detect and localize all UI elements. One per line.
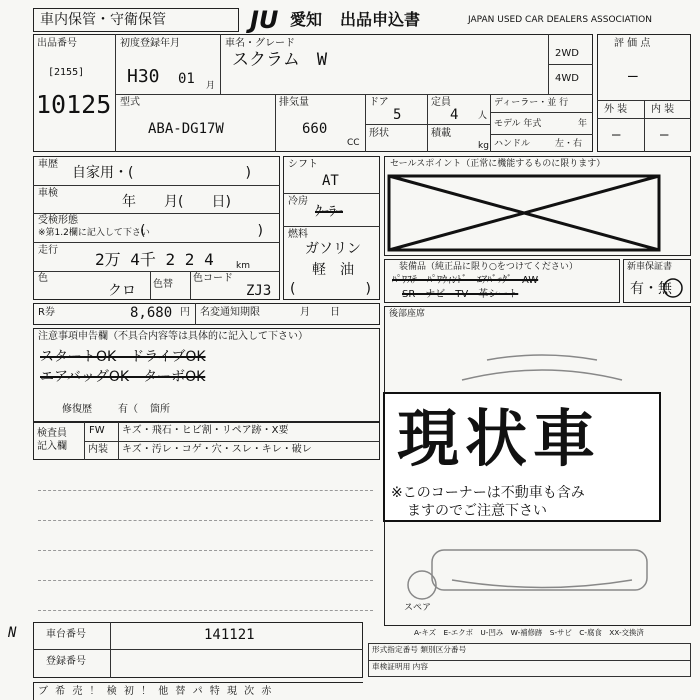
first-reg-month: 01 <box>178 71 195 87</box>
drive-2wd: 2WD <box>555 48 579 59</box>
reg-no-label: 登録番号 <box>46 656 86 667</box>
color-value: クロ <box>108 283 136 299</box>
model-year-mark: 年 <box>578 119 588 129</box>
displacement-label: 排気量 <box>279 97 309 108</box>
genjo-note-1: ※このコーナーは不動車も含み <box>391 485 585 501</box>
fuel-gasoline: ガソリン <box>305 241 361 257</box>
capacity-value: 4 <box>450 107 459 123</box>
storage-stamp-text: 車内保管・守衛保管 <box>40 12 166 28</box>
doors-value: 5 <box>393 107 402 123</box>
repair-history-place: 箇所 <box>150 404 170 415</box>
mileage-label: 走行 <box>38 245 58 256</box>
drive-4wd: 4WD <box>555 73 579 84</box>
shift-label: シフト <box>288 159 318 170</box>
color-change-label: 色替 <box>153 279 173 290</box>
car-name-value: スクラム W <box>232 50 328 70</box>
first-reg-month-mark: 月 <box>206 81 216 91</box>
name-change-label: 名変通知期限 <box>200 307 260 318</box>
lot-no-small: [2155] <box>48 67 85 78</box>
repair-history-label: 修復歴 <box>62 404 92 415</box>
first-reg-label: 初度登録年月 <box>120 38 180 49</box>
inspection-kind-note: ※第1.2欄に記入して下さい <box>38 228 150 238</box>
equipment-row2: SR ナビ TV 革シート <box>402 289 519 300</box>
handle-options: 左・右 <box>555 139 583 149</box>
note-line-2: エアバッグOK ターボOK <box>40 369 206 385</box>
equipment-row1: ﾊﾟﾜｽﾃ ﾊﾟﾜｳｨﾝﾄﾞ ｴｱﾊﾞｯｸﾞ AW <box>392 275 539 286</box>
inspection-kind-value: ( ) <box>140 223 263 239</box>
warranty-circle <box>662 277 684 299</box>
model-label: 型式 <box>120 97 140 108</box>
inspector-in: 内装 <box>88 444 108 455</box>
rear-seat-label: 後部座席 <box>389 309 426 319</box>
model-value: ABA-DG17W <box>148 121 224 137</box>
recycle-label: R券 <box>38 307 55 318</box>
score-label: 評 価 点 <box>614 38 651 49</box>
doors-label: ドア <box>369 97 389 108</box>
equipment-label: 装備品（純正品に限り○をつけてください） <box>399 262 578 272</box>
interior-value: — <box>660 127 669 143</box>
genjo-note-2: ますのでご注意下さい <box>407 503 547 519</box>
fuel-diesel: 軽 油 <box>312 262 354 278</box>
capacity-label: 定員 <box>431 97 451 108</box>
warranty-value: 有・無 <box>630 281 672 297</box>
inspector-in-text: キズ・汚レ・コゲ・穴・スレ・キレ・破レ <box>122 444 312 455</box>
aircon-value: ｸｰﾗｰ <box>315 204 343 220</box>
km-unit: km <box>236 261 250 271</box>
notes-label: 注意事項申告欄（不具合内容等は具体的に記入して下さい） <box>38 331 308 342</box>
lot-no-value: 10125 <box>36 90 112 119</box>
genjo-title: 現状車 <box>397 402 602 475</box>
fuel-other: ( ) <box>290 281 371 297</box>
handle-label: ハンドル <box>494 139 531 149</box>
type-cert-label: 形式指定番号 類別区分番号 <box>372 646 467 655</box>
margin-mark: N <box>8 625 17 641</box>
shift-value: AT <box>322 173 339 189</box>
load-label: 積載 <box>431 128 451 139</box>
cc-unit: CC <box>347 138 360 148</box>
org-name: 愛知 <box>290 10 323 29</box>
color-code-value: ZJ3 <box>246 283 272 299</box>
inspector-fw: FW <box>89 425 105 436</box>
storage-stamp <box>33 8 239 32</box>
displacement-value: 660 <box>302 121 328 137</box>
inspector-fw-text: キズ・飛石・ヒビ割・リペア跡・X要 <box>122 425 289 436</box>
inspector-label: 検査員 記入欄 <box>37 428 67 452</box>
sales-point-label: セールスポイント（正常に機能するものに限ります） <box>390 159 606 169</box>
vehicle-cert-label: 車検証明用 内容 <box>372 663 428 672</box>
color-label: 色 <box>38 273 48 284</box>
inspection-form: 年 月( 日) <box>122 194 231 210</box>
ju-logo-text: JU <box>250 6 279 34</box>
fuel-label: 燃料 <box>288 229 308 240</box>
lot-no-label: 出品番号 <box>37 38 77 49</box>
person-unit: 人 <box>478 111 488 121</box>
mileage-value: 2万 4千 2 2 4 <box>95 250 214 269</box>
name-change-form: 月 日 <box>300 307 340 318</box>
form-title: 出品申込書 <box>340 10 421 29</box>
inspection-kind-label: 受検形態 <box>38 215 78 226</box>
history-label: 車歴 <box>38 159 58 170</box>
inspection-label: 車検 <box>38 188 58 199</box>
first-reg-year: H30 <box>127 66 160 87</box>
score-value: — <box>628 66 638 85</box>
association-name: JAPAN USED CAR DEALERS ASSOCIATION <box>468 15 652 25</box>
shape-label: 形状 <box>369 128 389 139</box>
note-line-1: スタートOK ドライブOK <box>40 349 206 365</box>
spare-label: スペア <box>404 603 432 613</box>
aircon-label: 冷房 <box>288 196 308 207</box>
recycle-value: 8,680 <box>130 305 173 321</box>
dealer-label: ディーラー・並 行 <box>494 98 569 108</box>
exterior-value: — <box>612 127 621 143</box>
sales-point-cross-out <box>385 172 665 254</box>
interior-label: 内 装 <box>651 104 675 115</box>
kg-unit: kg <box>478 141 489 151</box>
warranty-label: 新車保証書 <box>627 262 673 272</box>
chassis-no-label: 車台番号 <box>46 629 86 640</box>
repair-history-value: 有（ <box>118 404 138 415</box>
color-code-label: 色コード <box>193 273 233 284</box>
bottom-check-labels: ブ 希 売 ！ 検 初 ！ 他 替 パ 特 現 次 赤 <box>38 686 274 697</box>
model-year-label: モデル 年式 <box>494 119 542 129</box>
recycle-unit: 円 <box>180 307 190 318</box>
car-name-label: 車名・グレード <box>225 38 295 49</box>
chassis-no-value: 141121 <box>204 627 255 643</box>
exterior-label: 外 装 <box>604 104 628 115</box>
damage-legend: A-キズ E-エクボ U-凹み W-補修跡 S-サビ C-腐食 XX-交換済 <box>414 629 644 638</box>
history-value: 自家用・( ) <box>72 165 251 181</box>
genjo-box <box>383 392 661 522</box>
